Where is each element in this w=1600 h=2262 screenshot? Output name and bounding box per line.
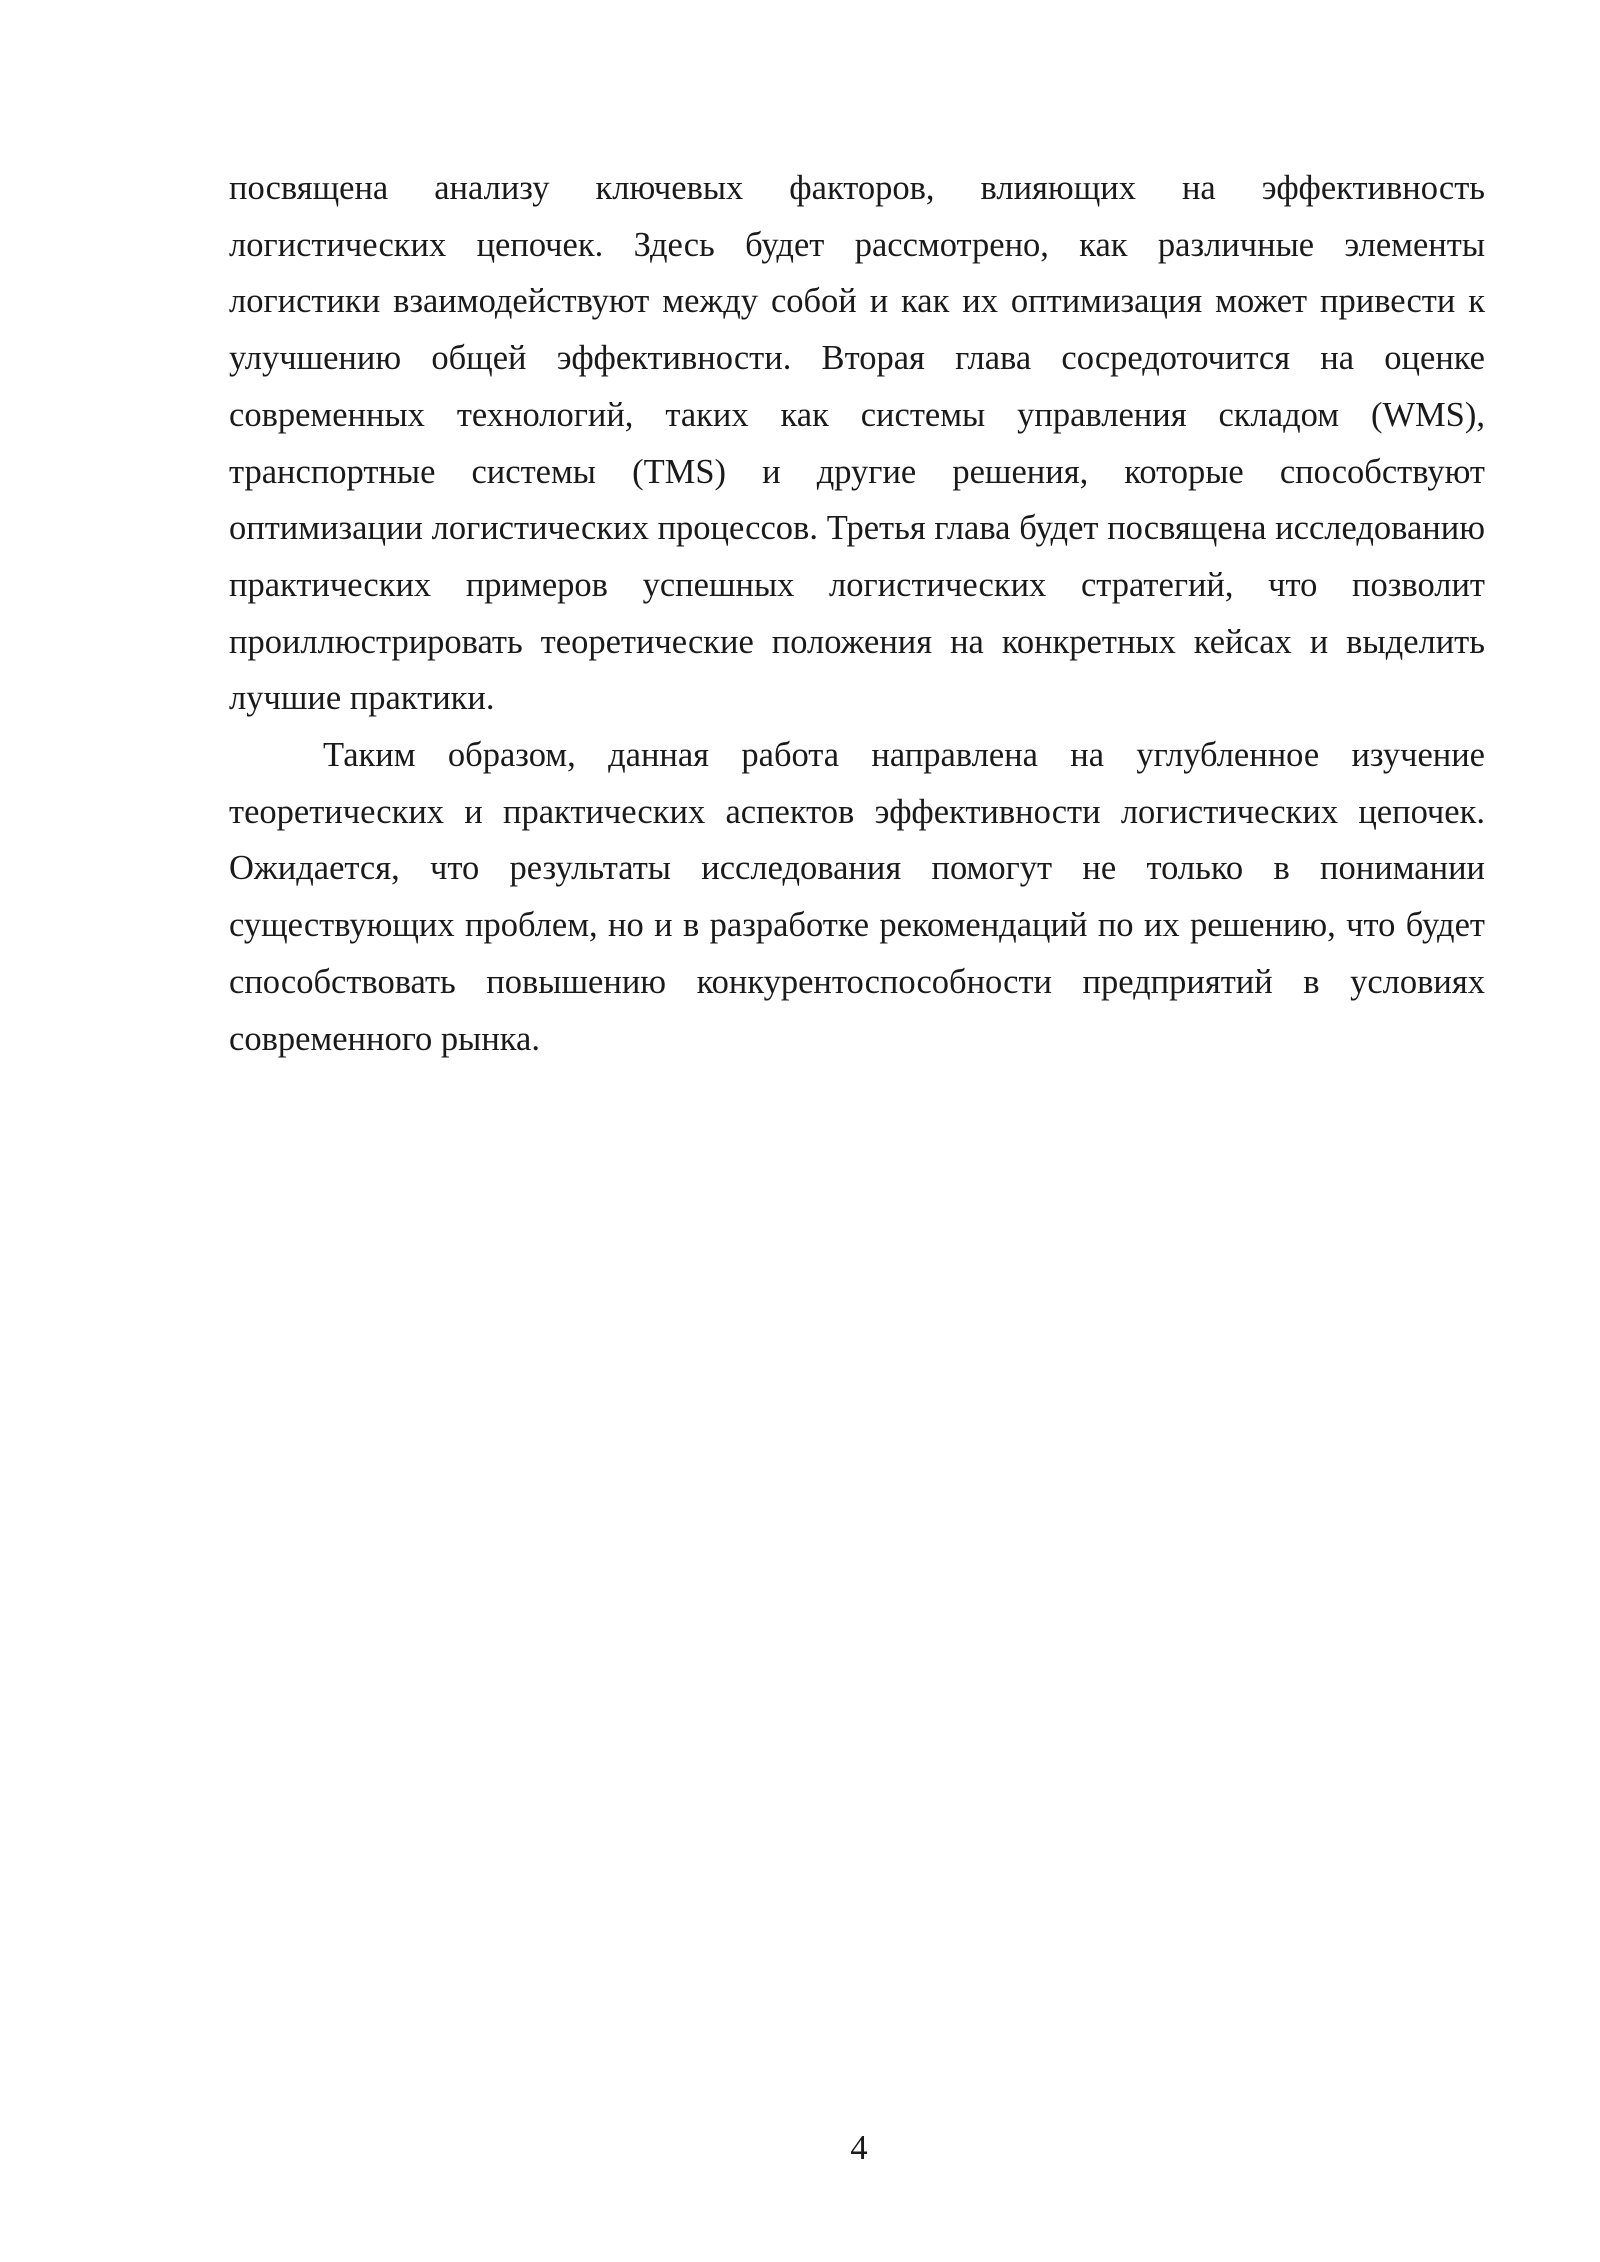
body-text — [229, 160, 1485, 1067]
page-number: 4 — [850, 2129, 868, 2167]
paragraph-continuation: посвящена анализу ключевых факторов, влияющих на эффективность логистических цепочек. Здесь будет рассмотрено, как различные элементы логистики взаимодействуют между собой и как их оптимизация может привести к улучшению общей эффективности. Вторая глава сосредоточится на оценке современных технологий, таких как системы управления складом (WMS), транспортные системы (TMS) и другие решения, которые способствуют оптимизации логистических процессов. Третья глава будет посвящена исследованию практических примеров успешных логистических стратегий, что позволит проиллюстрировать теоретические положения на конкретных кейсах и выделить лучшие практики. — [229, 169, 1485, 718]
paragraph-conclusion: Таким образом, данная работа направлена на углубленное изучение теоретических и практических аспектов эффективности логистических цепочек. Ожидается, что результаты исследования помогут не только в понимании существующих проблем, но и в разработке рекомендаций по их решению, что будет способствовать повышению конкурентоспособности предприятий в условиях современного рынка. — [229, 736, 1485, 1058]
